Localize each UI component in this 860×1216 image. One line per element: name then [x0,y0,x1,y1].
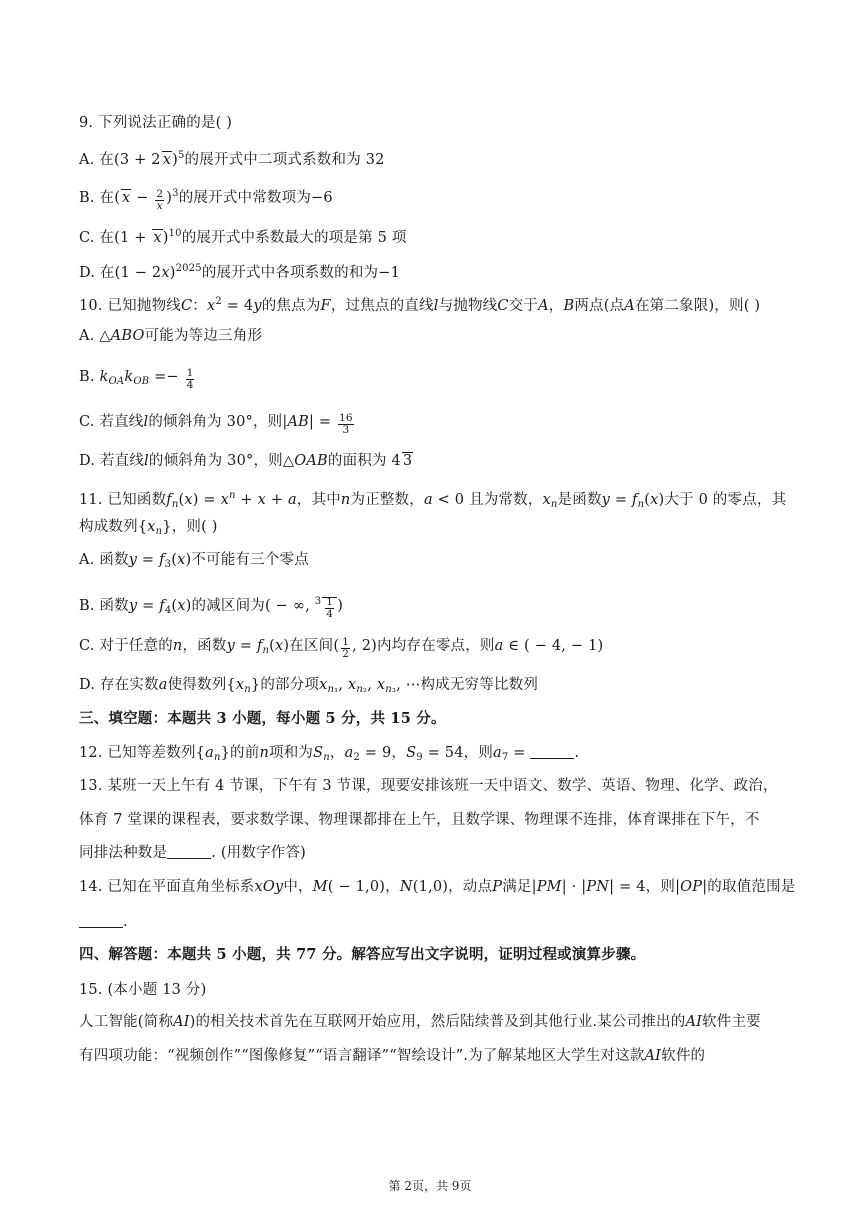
q10-c-mid: 的倾斜角为 30°，则 [148,414,283,430]
q9-d-post: 的展开式中各项系数的和为−1 [201,265,401,281]
q11-stem-line1: 11. 已知函数$f_n(x) = x^n + x + a$，其中n为正整数，a < 0 且为常数，$x_n$是函数$y = f_n(x)$大于 0 的零点，其 [79,490,787,510]
q10-a-post: 可能为等边三角形 [144,328,263,344]
q11-s6: 大于 0 的零点，其 [664,492,787,508]
q11-l2-pre: 构成数列 [79,519,138,535]
q9-option-d: D. 在$(1 - 2x)^{2025}$的展开式中各项系数的和为−1 [79,263,401,281]
page-number: 第 2页，共 9页 [388,1179,472,1193]
q14-line1: 14. 已知在平面直角坐标系xOy中，M( − 1,0)，N(1,0)，动点P满足|PM| · |PN| = 4，则|OP|的取值范围是 [79,879,796,895]
q11-s3: 为正整数， [350,492,424,508]
q10-d-pre: D. 若直线 [79,453,145,469]
q12-mid3: ，则 [463,745,494,761]
q12: 12. 已知等差数列$\{a_n\}$的前n项和为$S_n$，$a_2 = 9$，$S_9 = 54$，则$a_7$ = . [79,745,580,763]
q11-c-mid3: 内均存在零点，则 [377,638,495,654]
q9-d-pre: D. 在 [79,265,115,281]
q13-line2 [79,810,790,830]
q11-stem-line2: 构成数列$\{x_n\}$，则( ) [79,519,218,537]
q14-line2: . [79,912,790,932]
q12-mid2: 项和为 [269,745,314,761]
q10-a-pre: A. △ [79,328,111,344]
q14-mid: 中， [283,879,313,895]
q11-s2: ，其中 [296,492,341,508]
q9-a-pre: A. 在 [79,152,114,168]
q9-b-pre: B. 在 [79,190,115,206]
q13-answer-blank[interactable] [167,844,211,859]
q11-option-b: B. 函数$y = f_4(x)$的减区间为( − ∞, $^3$ $\frac{1}{4}$ ) [79,596,344,620]
q13-l3-post: . (用数字作答) [211,845,307,861]
q10-d-post: 的面积为 4 [327,453,401,469]
q9-stem [79,113,790,133]
q13-line3 [79,843,790,863]
q12-mid: 的前 [230,745,260,761]
q11-b-mid: 的减区间为 [191,598,265,614]
q14-mid2: ，动点 [448,879,493,895]
q11-c-mid2: 在区间 [289,638,334,654]
q15-line2: 有四项功能：“视频创作”“图像修复”“语言翻译”“智绘设计”.为了解某地区大学生对这款AI软件的 [79,1048,706,1064]
section-3-text: 三、填空题：本题共 3 小题，每小题 5 分，共 15 分。 [79,710,446,727]
q9-c-pre: C. 在 [79,230,115,246]
q13-l3-pre: 同排法种数是 [79,845,168,861]
q11-c-pre: C. 对于任意的 [79,638,173,654]
q10-option-d: D. 若直线l的倾斜角为 30°，则△OAB的面积为 4 3 [79,453,413,469]
q15-head [79,980,790,1000]
q10-d-mid: 的倾斜角为 30°，则△ [148,453,295,469]
q13-line1-text: 13. 某班一天上午有 4 节课，下午有 3 节课，现要安排该班一天中语文、数学、英语、物理、化学、政治， [79,778,778,794]
q9-stem-text: 9. 下列说法正确的是( ) [79,115,233,131]
q10-b-pre: B. [79,369,95,385]
q11-a-post: 不可能有三个零点 [191,552,309,568]
q15-l1-pre: 人工智能(简称 [79,1014,174,1030]
q13-line1 [79,776,790,796]
q10-s1: 10. 已知抛物线 [79,298,181,314]
q14-pre: 14. 已知在平面直角坐标系 [79,879,255,895]
q10-s6: 两点(点 [574,298,625,314]
q15-head-text: 15. (本小题 13 分) [79,982,207,998]
q11-d-mid: 使得数列 [167,677,227,693]
q9-a-post: 的展开式中二项式系数和为 32 [184,152,385,168]
q11-b-pre: B. 函数 [79,598,129,614]
q14-mid4: ，则 [645,879,676,895]
section-4-text: 四、解答题：本题共 5 小题，共 77 分。解答应写出文字说明，证明过程或演算步骤。 [79,946,646,963]
q13-line2-text: 体育 7 堂课的课程表，要求数学课、物理课都排在上午，且数学课、物理课不连排，体育课排在下午，不 [79,812,760,828]
q10-s2: 的焦点为 [261,298,321,314]
q11-option-a: A. 函数$y = f_3(x)$不可能有三个零点 [79,552,309,570]
q14-mid3: 满足 [502,879,532,895]
q10-option-b: B. $k_{OA}k_{OB}$ =− $\frac{1}{4}$ [79,367,194,391]
q11-a-pre: A. 函数 [79,552,129,568]
q11-l2-post: ，则( ) [171,519,218,535]
q11-s1: 11. 已知函数 [79,492,167,508]
q10-c-pre: C. 若直线 [79,414,144,430]
q10-s3: ，过焦点的直线 [330,298,434,314]
q11-option-d: D. 存在实数a使得数列$\{x_n\}$的部分项$x_{n_1}$, $x_{n_2}$, $x_{n_3}$, ⋯构成无穷等比数列 [79,677,539,695]
q12-answer-blank[interactable] [530,744,574,759]
q11-d-pre: D. 存在实数 [79,677,159,693]
q11-d-mid2: 的部分项 [260,677,320,693]
q9-b-post: 的展开式中常数项为−6 [178,190,333,206]
q11-s5: 是函数 [557,492,602,508]
q10-s7: 在第二象限)，则( ) [634,298,761,314]
q11-s4: 且为常数， [469,492,543,508]
q10-option-a: A. △ABO可能为等边三角形 [79,328,263,344]
q12-pre: 12. 已知等差数列 [79,745,196,761]
section-4-heading [79,945,790,965]
q15-line1: 人工智能(简称AI)的相关技术首先在互联网开始应用，然后陆续普及到其他行业.某公司推出的AI软件主要 [79,1014,761,1030]
q9-option-c: C. 在$(1 + x)^{10}$的展开式中系数最大的项是第 5 项 [79,228,407,246]
q9-option-b: B. 在( x − $\frac{2}{x}$ )$^3$的展开式中常数项为−6 [79,188,333,212]
q10-stem: 10. 已知抛物线C：$x^2 = 4y$的焦点为F，过焦点的直线l与抛物线C交于A，B两点(点A在第二象限)，则( ) [79,296,761,314]
q11-d-post: 构成无穷等比数列 [420,677,539,693]
section-3-heading [79,709,790,729]
q11-c-mid: ，函数 [182,638,227,654]
q14-answer-blank[interactable] [79,913,123,928]
q9-c-post: 的展开式中系数最大的项是第 5 项 [181,230,407,246]
q14-post: 的取值范围是 [707,879,796,895]
q15-l2-pre: 有四项功能：“视频创作”“图像修复”“语言翻译”“智绘设计”.为了解某地区大学生对这款 [79,1048,645,1064]
q9-option-a: A. 在(3 + 2 x)$^5$的展开式中二项式系数和为 32 [79,150,385,168]
q15-l1-post: 软件主要 [702,1014,761,1030]
q10-s4: 与抛物线 [438,298,498,314]
page-footer [0,1178,860,1194]
q15-l1-mid: )的相关技术首先在互联网开始应用，然后陆续普及到其他行业.某公司推出的 [189,1014,686,1030]
q10-option-c: C. 若直线l的倾斜角为 30°，则|AB| = $\frac{16}{3}$ [79,412,353,436]
q15-l2-post: 软件的 [661,1048,706,1064]
q10-s5: 交于 [508,298,539,314]
q11-option-c: C. 对于任意的n，函数$y = f_n(x)$在区间( $\frac{1}{2}$ , 2)内均存在零点，则a ∈ ( − 4, − 1) [79,636,604,660]
